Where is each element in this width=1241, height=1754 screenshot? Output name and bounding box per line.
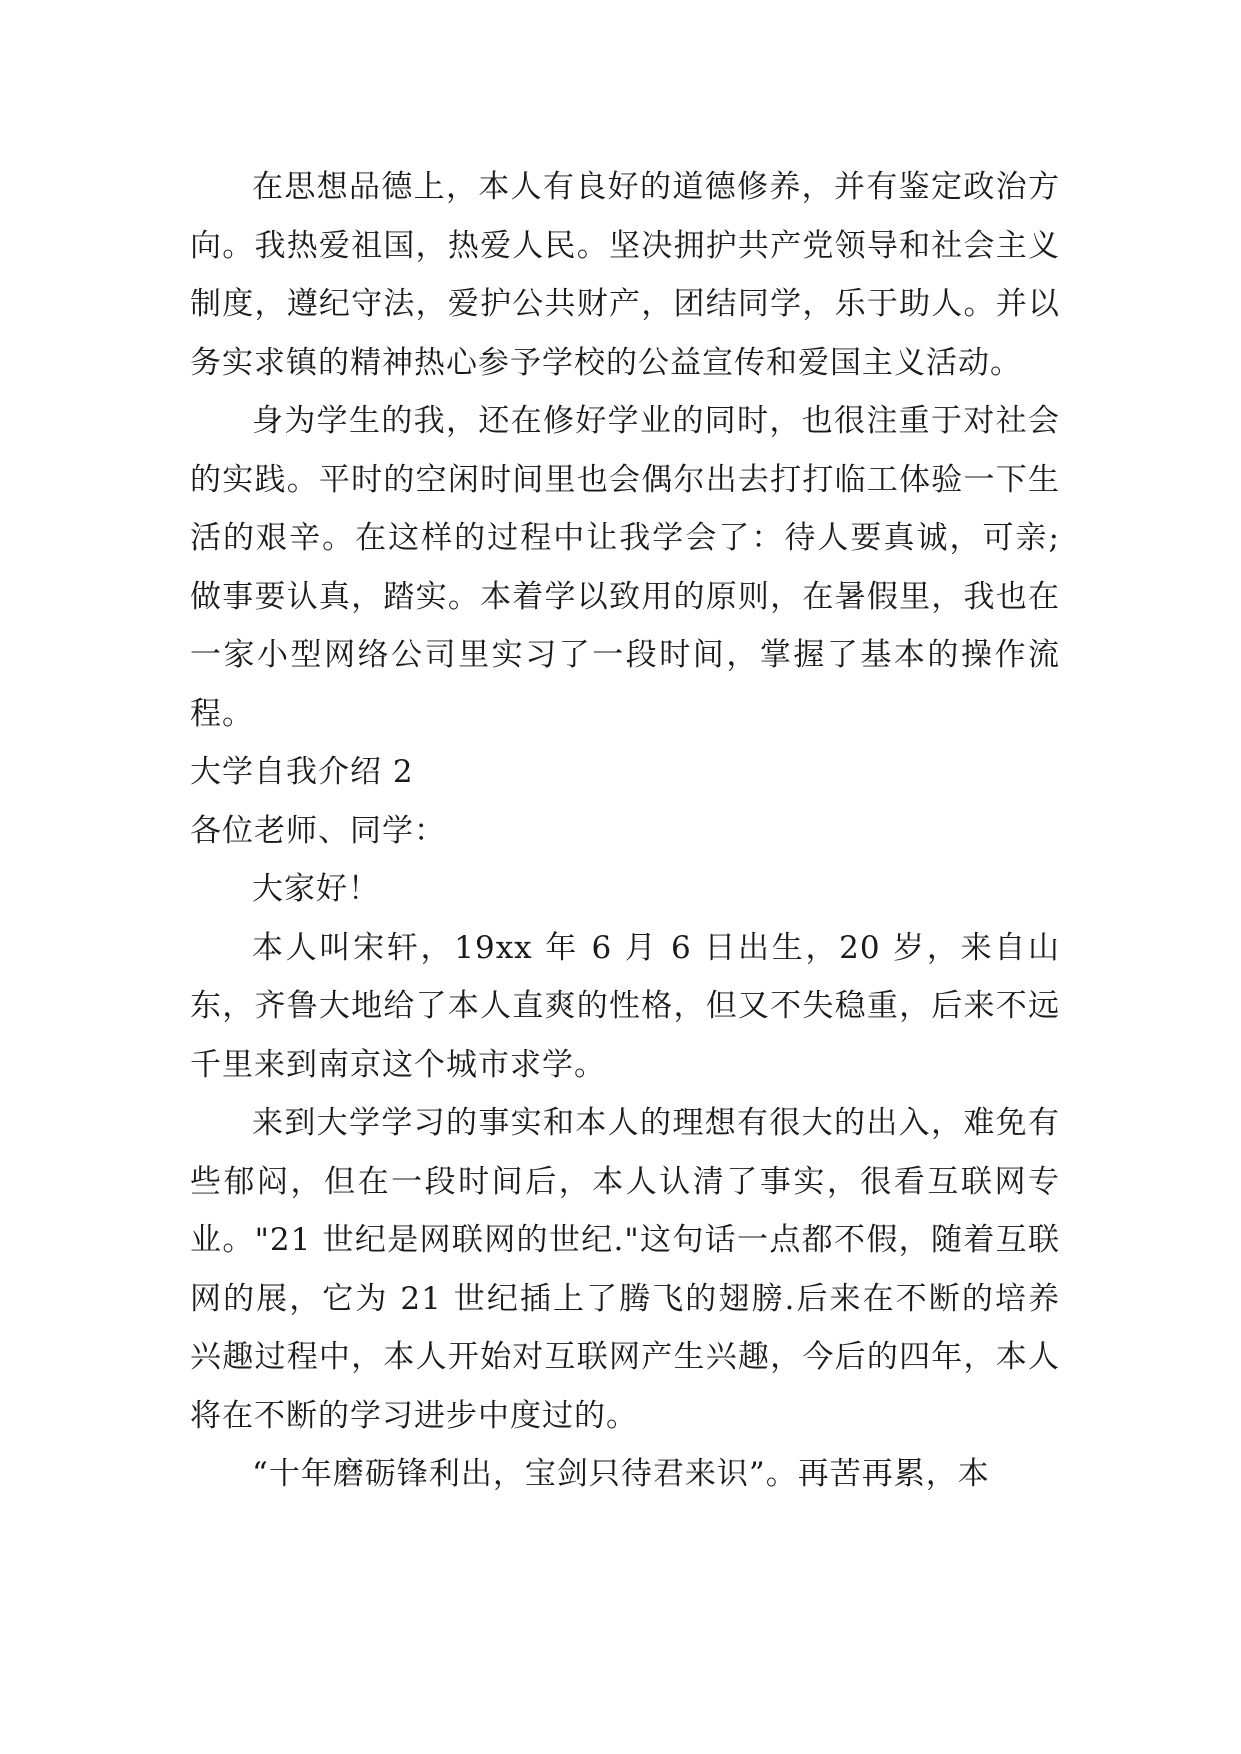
salutation: 各位老师、同学： [190,812,446,849]
paragraph-moral-character: 在思想品德上，本人有良好的道德修养，并有鉴定政治方向。我热爱祖国，热爱人民。坚决拥护共产党领导和社会主义制度，遵纪守法，爱护公共财产，团结同学，乐于助人。并以务实求镇的精神热心参予学校的公益宣传和爱国主义活动。 [190,169,1060,381]
paragraph-major-internet: 来到大学学习的事实和本人的理想有很大的出入，难免有些郁闷，但在一段时间后，本人认清了事实，很看互联网专业。"21 世纪是网联网的世纪."这句话一点都不假，随着互联网的展，它为 21 世纪插上了腾飞的翅膀.后来在不断的培养兴趣过程中，本人开始对互联网产生兴趣，今后的四年，本人将在不断的学习进步中度过的。 [190,1105,1060,1434]
paragraph-social-practice: 身为学生的我，还在修好学业的同时，也很注重于对社会的实践。平时的空闲时间里也会偶尔出去打打临工体验一下生活的艰辛。在这样的过程中让我学会了：待人要真诚，可亲;做事要认真，踏实。本着学以致用的原则，在暑假里，我也在一家小型网络公司里实习了一段时间，掌握了基本的操作流程。 [190,403,1060,732]
paragraph-proverb: “十年磨砺锋利出，宝剑只待君来识”。再苦再累，本 [252,1456,990,1492]
greeting: 大家好！ [252,871,380,907]
section-heading: 大学自我介绍 2 [190,754,414,790]
document-body [190,158,1060,1504]
paragraph-self-introduction: 本人叫宋轩，19xx 年 6 月 6 日出生，20 岁，来自山东，齐鲁大地给了本人直爽的性格，但又不失稳重，后来不远千里来到南京这个城市求学。 [190,929,1060,1083]
